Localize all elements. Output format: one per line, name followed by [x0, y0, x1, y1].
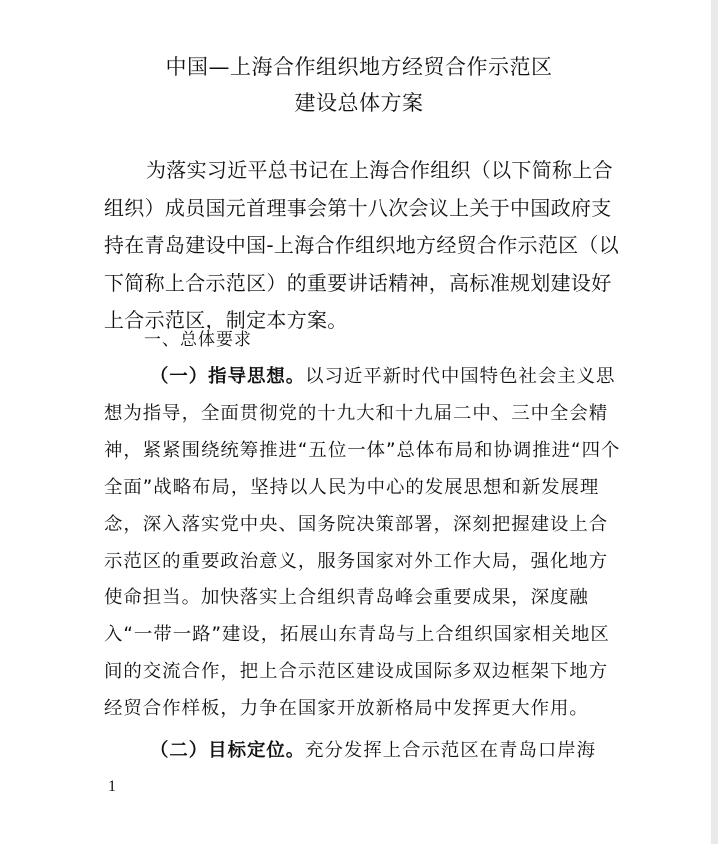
paragraph-text: 以习近平新时代中国特色社会主义思想为指导，全面贯彻党的十九大和十九届二中、三中全会精神，紧紧围绕统筹推进“五位一体”总体布局和协调推进“四个全面”战略布局，坚持以人民为中心的发展思想和新发展理念，深入落实党中央、国务院决策部署，深刻把握建设上合示范区的重要政治意义，服务国家对外工作大局，强化地方使命担当。加快落实上合组织青岛峰会重要成果，深度融入“一带一路”建设，拓展山东青岛与上合组织国家相关地区间的交流合作，把上合示范区建设成国际多双边框架下地方经贸合作样板，力争在国家开放新格局中发挥更大作用。 — [104, 366, 621, 720]
paragraph-text: 充分发挥上合示范区在青岛口岸海 — [305, 740, 597, 761]
intro-paragraph: 为落实习近平总书记在上海合作组织（以下简称上合组织）成员国元首理事会第十八次会议上关于中国政府支持在青岛建设中国-上海合作组织地方经贸合作示范区（以下简称上合示范区）的重要讲话精神，高标准规划建设好上合示范区，制定本方案。 — [104, 158, 620, 333]
window-edge — [711, 0, 718, 844]
section-heading: 一、总体要求 — [144, 330, 252, 350]
guiding-ideology-paragraph — [104, 359, 624, 728]
target-positioning-paragraph — [104, 733, 624, 770]
subsection-heading: （一）指导思想。 — [150, 366, 306, 387]
document-title-line-2: 建设总体方案 — [294, 91, 424, 115]
subsection-heading: （二）目标定位。 — [150, 740, 306, 761]
document-title-line-1: 中国—上海合作组织地方经贸合作示范区 — [165, 55, 553, 79]
page-number: 1 — [108, 778, 116, 795]
